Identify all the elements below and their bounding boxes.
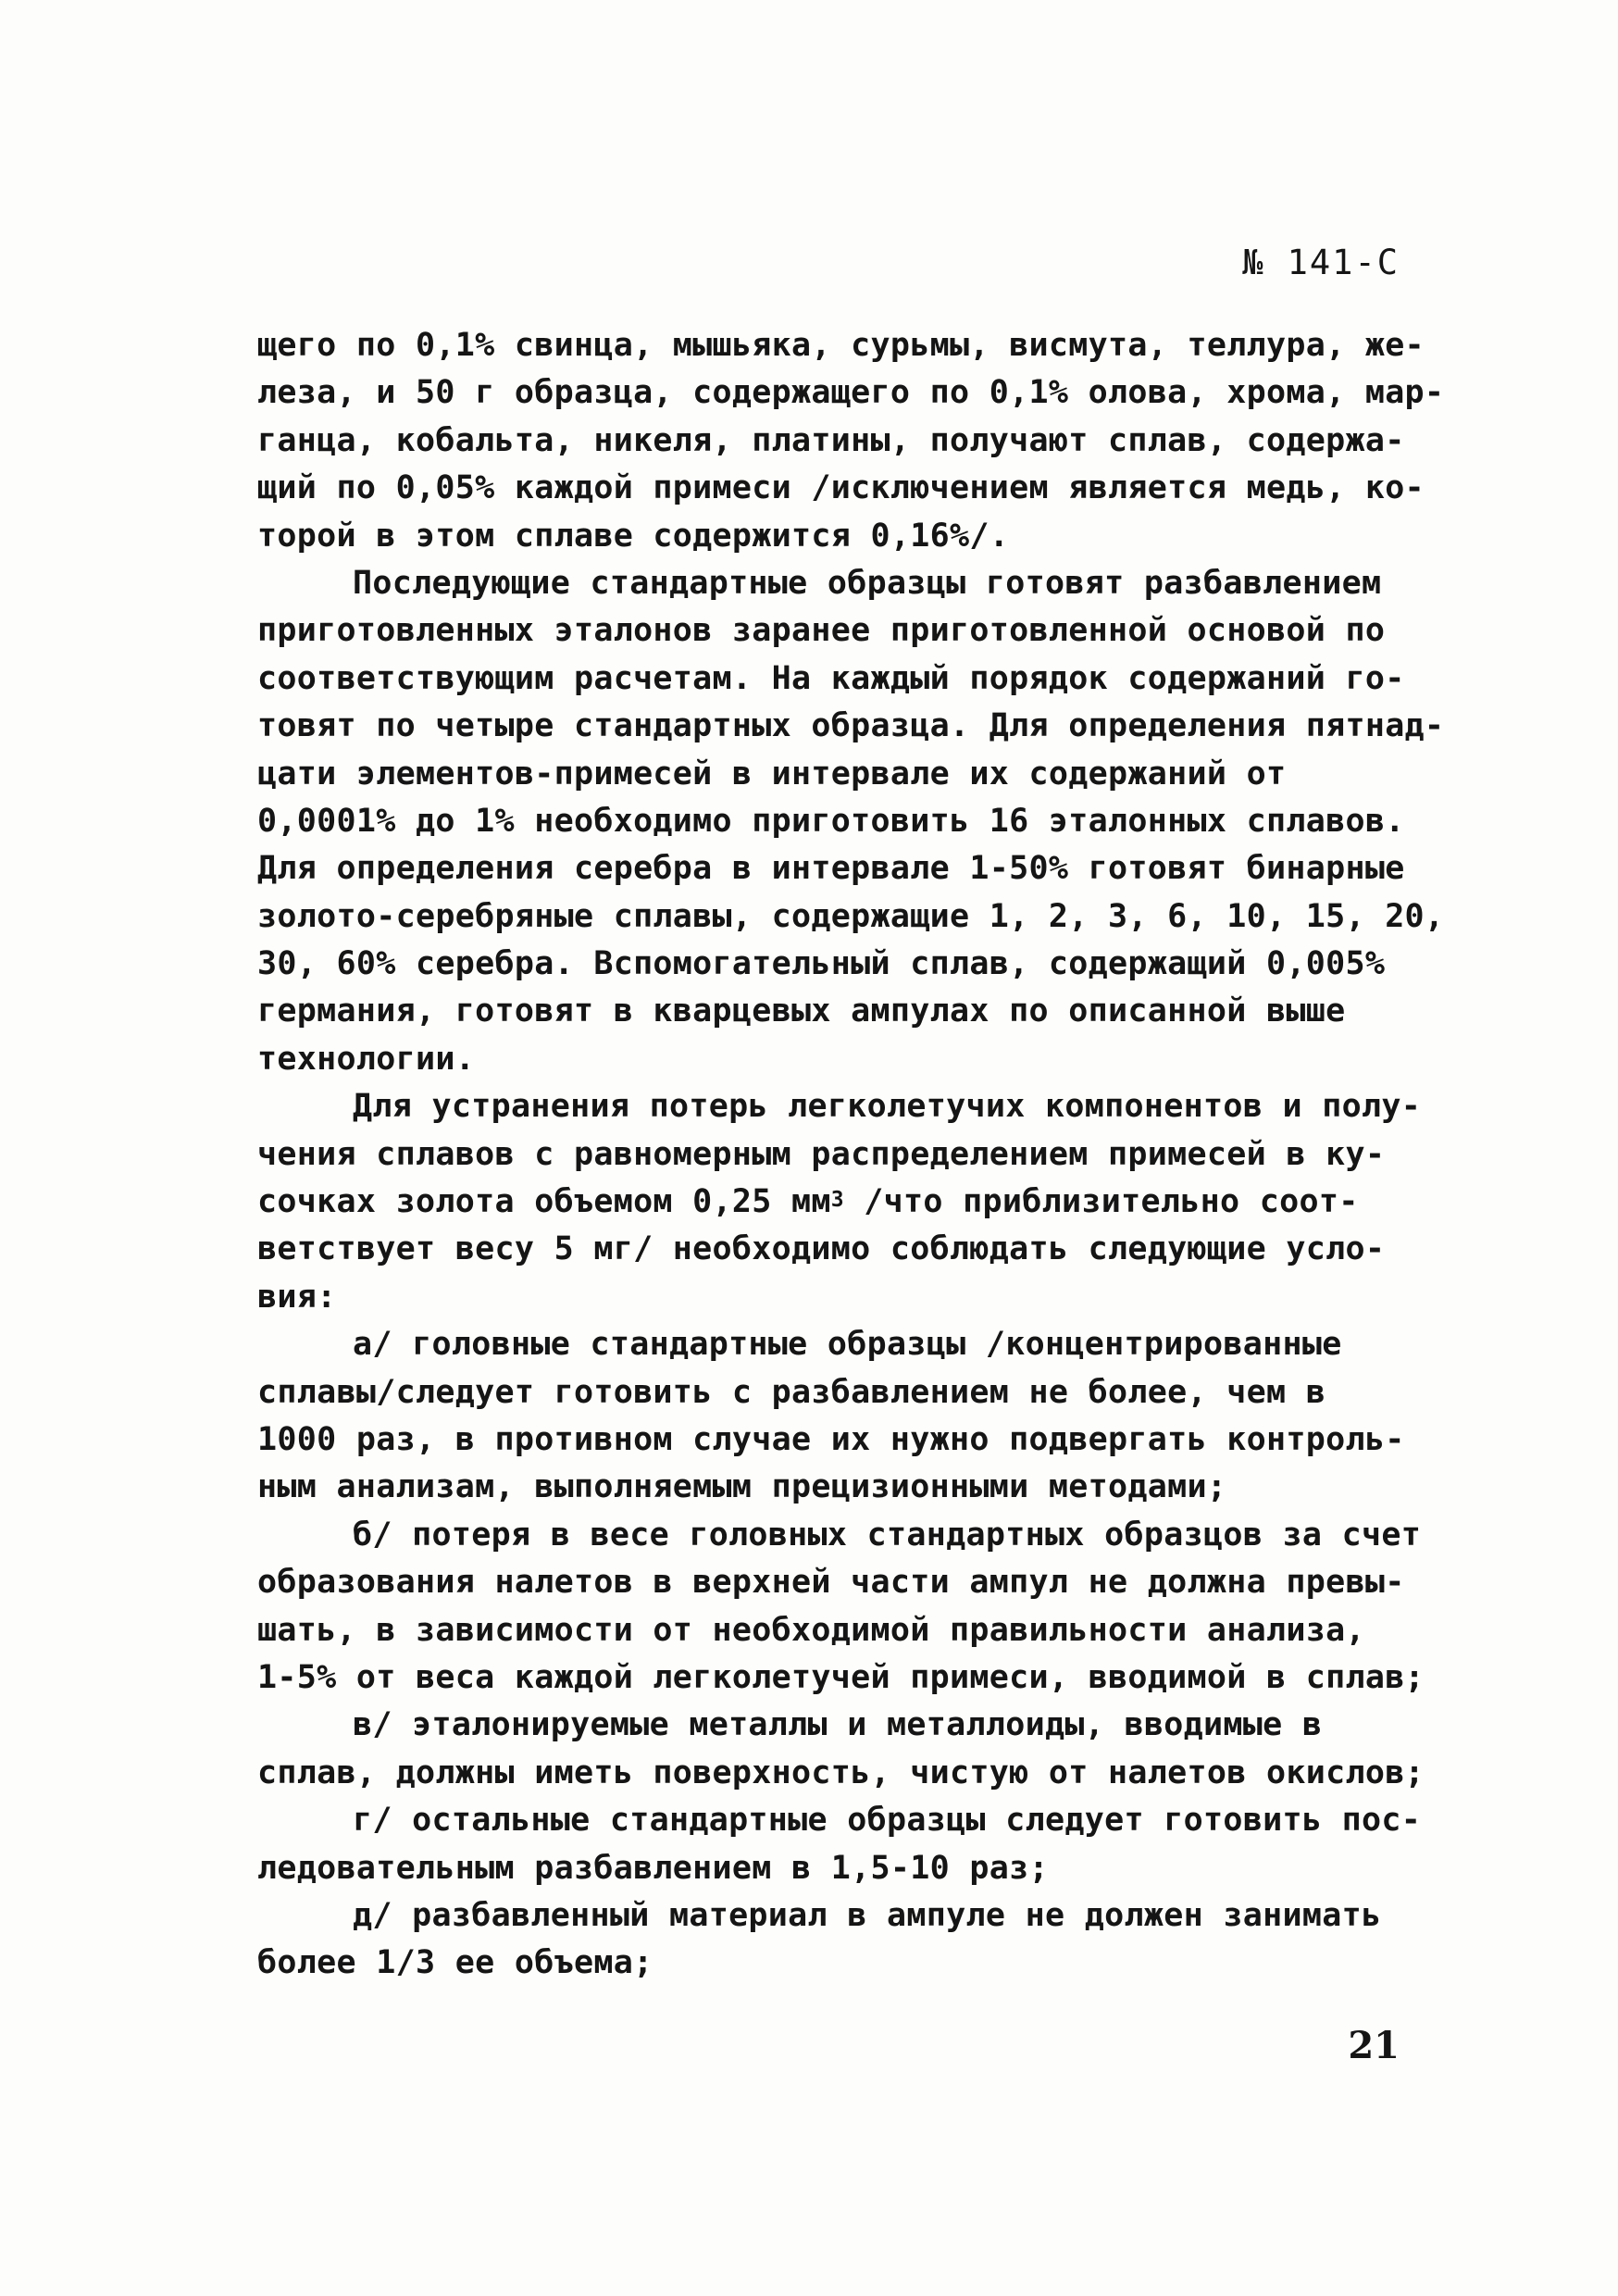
text-line: ганца, кобальта, никеля, платины, получают сплав, содержа- (257, 421, 1405, 459)
text-line: сплав, должны иметь поверхность, чистую от налетов окислов; (257, 1753, 1425, 1791)
text-line: ледовательным разбавлением в 1,5-10 раз; (257, 1849, 1049, 1887)
list-item-b: б/ потеря в весе головных стандартных образцов за счет (353, 1516, 1422, 1554)
text-line: чения сплавов с равномерным распределением примесей в ку- (257, 1135, 1386, 1173)
text-line: цати элементов-примесей в интервале их содержаний от (257, 755, 1287, 792)
text-line: торой в этом сплаве содержится 0,16%/. (257, 517, 1010, 555)
text-line: германия, готовят в кварцевых ампулах по описанной выше (257, 992, 1346, 1030)
list-item-g: г/ остальные стандартные образцы следует готовить пос- (353, 1802, 1422, 1840)
text-line: леза, и 50 г образца, содержащего по 0,1% олова, хрома, мар- (257, 374, 1445, 412)
text-line: ным анализам, выполняемым прецизионными методами; (257, 1468, 1227, 1506)
text-line: ветствует весу 5 мг/ необходимо соблюдать следующие усло- (257, 1230, 1386, 1268)
text-line: 1000 раз, в противном случае их нужно подвергать контроль- (257, 1420, 1405, 1458)
text-line: товят по четыре стандартных образца. Для определения пятнад- (257, 707, 1445, 745)
body-text (257, 322, 1445, 1988)
text-line: шать, в зависимости от необходимой правильности анализа, (257, 1611, 1365, 1649)
text-segment: сочках золота объемом 0,25 мм (257, 1183, 831, 1221)
text-line: 0,0001% до 1% необходимо приготовить 16 эталонных сплавов. (257, 802, 1405, 840)
text-line-with-superscript (257, 1179, 1414, 1226)
text-line: более 1/3 ее объема; (257, 1944, 653, 1982)
text-line: Для определения серебра в интервале 1-50% готовят бинарные (257, 850, 1405, 888)
text-line: 1-5% от веса каждой легколетучей примеси, вводимой в сплав; (257, 1658, 1425, 1696)
list-item-d: д/ разбавленный материал в ампуле не должен занимать (353, 1896, 1382, 1934)
page-number: 21 (1348, 2024, 1400, 2067)
text-line: щего по 0,1% свинца, мышьяка, сурьмы, висмута, теллура, же- (257, 327, 1425, 364)
list-item-v: в/ эталонируемые металлы и металлоиды, вводимые в (353, 1706, 1323, 1744)
text-segment: /что приблизительно соот- (843, 1183, 1359, 1221)
text-line: вия: (257, 1278, 337, 1316)
text-line: сплавы/следует готовить с разбавлением не более, чем в (257, 1373, 1326, 1411)
text-line: технологии. (257, 1040, 476, 1078)
paragraph-start-line: Для устранения потерь легколетучих компонентов и полу- (353, 1088, 1422, 1126)
list-item-a: а/ головные стандартные образцы /концентрированные (353, 1326, 1342, 1364)
text-line: соответствующим расчетам. На каждый порядок содержаний го- (257, 659, 1405, 697)
document-number: № 141-С (1242, 243, 1400, 282)
text-line: приготовленных эталонов заранее приготовленной основой по (257, 612, 1386, 650)
text-line: золото-серебряные сплавы, содержащие 1, 2, 3, 6, 10, 15, 20, (257, 897, 1445, 935)
text-line: 30, 60% серебра. Вспомогательный сплав, содержащий 0,005% (257, 945, 1386, 983)
superscript: 3 (830, 1188, 844, 1213)
text-line: образования налетов в верхней части ампул не должна превы- (257, 1564, 1405, 1602)
paragraph-start-line: Последующие стандартные образцы готовят разбавлением (353, 564, 1382, 602)
text-line: щий по 0,05% каждой примеси /исключением является медь, ко- (257, 469, 1425, 507)
